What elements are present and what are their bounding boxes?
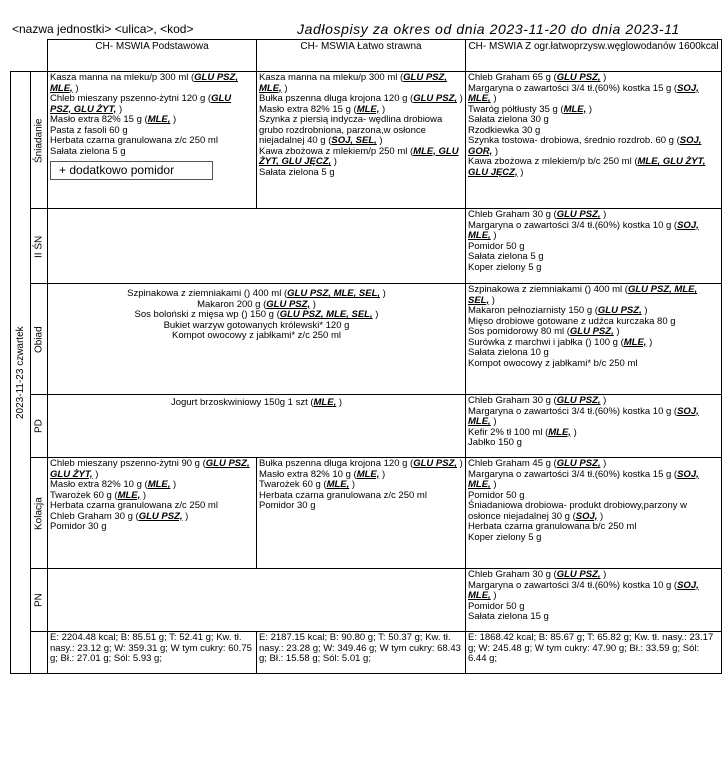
menu-item <box>259 501 463 512</box>
menu-cell-empty <box>48 569 466 632</box>
menu-item-text: Margaryna o zawartości 3/4 tł.(60%) kostka 15 g ( <box>468 82 678 94</box>
allergen-codes: GLU PSZ, <box>413 93 458 104</box>
menu-item-text: Koper zielony 5 g <box>468 261 542 273</box>
menu-item-text: Kawa zbożowa z mlekiem/p b/c 250 ml ( <box>468 156 638 167</box>
menu-item <box>50 73 254 94</box>
allergen-codes: GLU PSZ, MLE, SEL, <box>287 288 381 299</box>
allergen-codes: GLU PSZ, MLE, <box>259 72 447 94</box>
allergen-codes: SOJ, MLE, <box>468 405 699 427</box>
menu-item-text: Masło extra 82% 15 g ( <box>259 103 357 115</box>
menu-item-suffix: ) <box>457 93 463 104</box>
menu-item-text: Surówka z marchwi i jabłka () 100 g ( <box>468 336 624 348</box>
menu-item <box>259 115 463 147</box>
menu-item-text: Herbata czarna granulowana z/c 250 ml <box>259 489 427 501</box>
menu-item-text: Pomidor 50 g <box>468 600 525 612</box>
meal-label-sniadanie: Śniadanie <box>31 72 48 209</box>
menu-item-text: Kasza manna na mleku/p 300 ml ( <box>259 72 404 83</box>
meal-label-pn: PN <box>31 569 48 632</box>
menu-item-text: Koper zielony 5 g <box>468 531 542 543</box>
menu-item-suffix: ) <box>281 82 288 94</box>
menu-item <box>259 147 463 168</box>
meal-label-summary <box>31 632 48 674</box>
menu-item-suffix: ) <box>380 288 386 299</box>
menu-item <box>468 612 719 623</box>
menu-item-text: Sałata zielona 5 g <box>259 166 335 178</box>
menu-item-suffix: ) <box>72 82 79 94</box>
allergen-codes: GLU PSZ, <box>556 458 601 469</box>
menu-cell <box>466 395 722 458</box>
allergen-codes: GLU PSZ, <box>413 458 458 469</box>
corner-cell <box>11 40 31 72</box>
menu-item-suffix: ) <box>641 305 648 316</box>
menu-item-text: Makaron 200 g ( <box>197 298 267 310</box>
menu-item-text: Chleb mieszany pszenno-żytni 90 g ( <box>50 458 206 469</box>
menu-item <box>468 285 719 306</box>
menu-item-suffix: ) <box>597 510 604 522</box>
menu-item-text: Kawa zbożowa z mlekiem/p 250 ml ( <box>259 145 414 157</box>
allergen-codes: MLE, <box>356 103 380 115</box>
column-header-latwo-strawna: CH- MSWIA Łatwo strawna <box>257 40 466 72</box>
allergen-codes: GLU PSZ, GLU ŻYT, <box>50 93 232 115</box>
menu-item-text: Chleb Graham 45 g ( <box>468 458 557 469</box>
menu-item-text: Śniadaniowa drobiowa- produkt drobiowy,parzony w osłonce niejadalnej 30 g ( <box>468 500 687 522</box>
menu-item-text: Masło extra 82% 10 g ( <box>50 479 148 490</box>
menu-item-suffix: ) <box>331 156 337 167</box>
allergen-codes: GLU PSZ, <box>266 298 311 310</box>
menu-item-text: Rzodkiewka 30 g <box>468 124 541 136</box>
menu-cell-empty <box>48 209 466 284</box>
menu-item-suffix: ) <box>600 458 607 469</box>
menu-cell <box>466 209 722 284</box>
allergen-codes: GLU PSZ, MLE, <box>50 72 238 94</box>
menu-cell <box>257 72 466 209</box>
allergen-codes: MLE, <box>313 397 337 408</box>
allergen-codes: MLE, <box>356 468 380 480</box>
menu-item-suffix: ) <box>570 426 577 438</box>
corner-cell <box>31 40 48 72</box>
menu-item-text: Twaróg półtłusty 35 g ( <box>468 103 564 115</box>
menu-item-suffix: ) <box>457 458 463 469</box>
day-label: 2023-11-23 czwartek <box>11 72 31 674</box>
menu-item-text: Sałata zielona 30 g <box>468 114 549 125</box>
allergen-codes: SOJ, MLE, <box>468 579 699 601</box>
meal-label-kolacja: Kolacja <box>31 458 48 569</box>
menu-item-text: Herbata czarna granulowana z/c 250 ml <box>50 135 218 146</box>
allergen-codes: GLU PSZ, <box>569 326 614 337</box>
menu-item-text: Herbata czarna granulowana z/c 250 ml <box>50 500 218 511</box>
nutrition-summary-podstawowa: E: 2204.48 kcal; B: 85.51 g; T: 52.41 g; Kw. tł. nasy.: 23.12 g; W: 359.31 g; W tym cukry: 60.75 g; Bł.: 27.01 g; Sól: 5.93 g; <box>48 632 257 674</box>
menu-item-suffix: ) <box>517 166 524 178</box>
menu-item-text: Kompot owocowy z jabłkami* b/c 250 ml <box>468 357 638 369</box>
menu-item <box>468 581 719 602</box>
menu-item-suffix: ) <box>490 590 497 601</box>
menu-item-text: Twarożek 60 g ( <box>50 489 118 501</box>
menu-item-text: Margaryna o zawartości 3/4 tł.(60%) kostka 15 g ( <box>468 468 678 480</box>
menu-item-text: Bułka pszenna długa krojona 120 g ( <box>259 93 414 104</box>
menu-item <box>259 168 463 179</box>
menu-item <box>468 533 719 544</box>
menu-item-text: Margaryna o zawartości 3/4 tł.(60%) kostka 10 g ( <box>468 579 678 591</box>
menu-item-suffix: ) <box>310 298 316 310</box>
allergen-codes: MLE, <box>326 479 350 490</box>
menu-item-suffix: ) <box>490 479 497 490</box>
menu-item-suffix: ) <box>379 103 386 115</box>
menu-cell <box>48 395 466 458</box>
allergen-codes: GLU PSZ, <box>556 209 601 220</box>
menu-item-text: Sałata zielona 5 g <box>50 145 126 157</box>
menu-item-suffix: ) <box>490 230 497 241</box>
column-header-ograniczona: CH- MSWIA Z ogr.łatwoprzysw.węglowodanów 1600kcal <box>466 40 722 72</box>
menu-item-suffix: ) <box>492 145 499 157</box>
menu-item-text: Szynka tostowa- drobiowa, średnio rozdrob. 60 g ( <box>468 135 680 146</box>
menu-item-text: Chleb Graham 30 g ( <box>468 569 557 580</box>
menu-item-suffix: ) <box>600 569 607 580</box>
menu-item <box>259 73 463 94</box>
allergen-codes: MLE, <box>117 489 141 501</box>
menu-item-text: Chleb mieszany pszenno-żytni 120 g ( <box>50 93 212 104</box>
menu-item <box>468 501 719 522</box>
allergen-codes: MLE, <box>147 114 171 125</box>
allergen-codes: GLU PSZ, <box>597 305 642 316</box>
menu-item-text: Pomidor 30 g <box>259 500 316 511</box>
menu-item <box>50 459 254 480</box>
menu-item-text: Margaryna o zawartości 3/4 tł.(60%) kostka 10 g ( <box>468 405 678 417</box>
nutrition-summary-ograniczona: E: 1868.42 kcal; B: 85.67 g; T: 65.82 g; Kw. tł. nasy.: 23.17 g; W: 245.48 g; W tym cukry: 47.90 g; Bł.: 33.59 g; Sól: 6.44 g; <box>466 632 722 674</box>
menu-item-text: Pomidor 50 g <box>468 489 525 501</box>
menu-item-text: Mięso drobiowe gotowane z udźca kurczaka 80 g <box>468 315 676 327</box>
menu-item-text: Pomidor 50 g <box>468 240 525 252</box>
allergen-codes: MLE, <box>563 103 587 115</box>
menu-item-suffix: ) <box>490 93 497 104</box>
allergen-codes: SOJ, MLE, <box>468 468 699 490</box>
handwritten-note: + dodatkowo pomidor <box>50 161 213 180</box>
menu-item-suffix: ) <box>336 397 343 408</box>
allergen-codes: SOJ, MLE, <box>468 82 699 104</box>
menu-item <box>50 147 254 158</box>
menu-item-suffix: ) <box>489 294 495 306</box>
menu-item-text: Margaryna o zawartości 3/4 tł.(60%) kostka 10 g ( <box>468 219 678 231</box>
menu-item-suffix: ) <box>379 468 386 480</box>
menu-cell <box>48 284 466 395</box>
menu-item <box>468 359 719 370</box>
menu-cell <box>48 458 257 569</box>
menu-item-text: Chleb Graham 30 g ( <box>468 395 557 406</box>
menu-item <box>468 136 719 157</box>
menu-item-suffix: ) <box>586 103 593 115</box>
allergen-codes: GLU PSZ, MLE, SEL, <box>468 284 698 306</box>
meal-label-ii-sn: II ŚN <box>31 209 48 284</box>
menu-item-suffix: ) <box>600 72 607 83</box>
menu-item <box>468 84 719 105</box>
menu-item-text: Kompot owocowy z jabłkami* z/c 250 ml <box>172 330 341 341</box>
allergen-codes: GLU PSZ, GLU ŻYT, <box>50 458 250 480</box>
menu-item <box>468 221 719 242</box>
menu-cell <box>48 72 257 209</box>
allergen-codes: MLE, GLU ŻYT, GLU JĘCZ, <box>468 156 706 178</box>
allergen-codes: GLU PSZ, MLE, SEL, <box>279 309 373 320</box>
menu-cell <box>257 458 466 569</box>
column-header-podstawowa: CH- MSWIA Podstawowa <box>48 40 257 72</box>
unit-header: <nazwa jednostki> <ulica>, <kod> <box>12 22 194 36</box>
menu-item-text: Chleb Graham 30 g ( <box>468 209 557 220</box>
menu-item-text: Sos boloński z mięsa wp () 150 g ( <box>134 309 280 320</box>
menu-item <box>468 263 719 274</box>
menu-item-text: Jabłko 150 g <box>468 437 522 448</box>
menu-table <box>10 39 722 674</box>
menu-item-text: Bułka pszenna długa krojona 120 g ( <box>259 458 414 469</box>
menu-item-text: Sałata zielona 10 g <box>468 347 549 358</box>
menu-item <box>50 522 254 533</box>
menu-item-text: Kefir 2% tł 100 ml ( <box>468 426 549 438</box>
menu-item-text: Szynka z piersią indycza- wędlina drobiowa grubo rozdrobniona, parzona,w osłonce niejadalnej 40 g ( <box>259 114 443 146</box>
allergen-codes: MLE, GLU ŻYT, GLU JĘCZ, <box>259 145 459 167</box>
menu-item-text: Chleb Graham 30 g ( <box>50 510 139 522</box>
menu-item <box>50 398 463 409</box>
menu-item-text: Jogurt brzoskwiniowy 150g 1 szt ( <box>170 397 314 408</box>
menu-item <box>468 407 719 428</box>
allergen-codes: SOJ, MLE, <box>468 219 699 241</box>
menu-item <box>50 94 254 115</box>
menu-item-text: Twarożek 60 g ( <box>259 479 327 490</box>
allergen-codes: GLU PSZ, <box>138 510 183 522</box>
allergen-codes: MLE, <box>548 426 571 438</box>
menu-item-suffix: ) <box>600 209 607 220</box>
menu-item <box>468 438 719 449</box>
menu-item-text: Sałata zielona 5 g <box>468 251 544 262</box>
menu-item-text: Szpinakowa z ziemniakami () 400 ml ( <box>127 288 288 299</box>
meal-label-obiad: Obiad <box>31 284 48 395</box>
menu-cell <box>466 569 722 632</box>
menu-item-suffix: ) <box>116 103 123 115</box>
menu-item-text: Masło extra 82% 15 g ( <box>50 114 148 125</box>
menu-item-suffix: ) <box>92 468 99 480</box>
allergen-codes: SOJ, <box>575 510 598 522</box>
allergen-codes: GLU PSZ, <box>556 395 601 406</box>
allergen-codes: MLE, <box>623 336 647 348</box>
menu-item-text: Sałata zielona 15 g <box>468 611 549 622</box>
menu-item-suffix: ) <box>170 114 177 125</box>
menu-item-text: Herbata czarna granulowana b/c 250 ml <box>468 521 637 532</box>
menu-cell <box>466 284 722 395</box>
allergen-codes: MLE, <box>147 479 171 490</box>
menu-item-suffix: ) <box>349 479 356 490</box>
menu-item-suffix: ) <box>182 510 189 522</box>
menu-item-text: Masło extra 82% 10 g ( <box>259 468 357 480</box>
allergen-codes: GLU PSZ, <box>556 569 601 580</box>
menu-item-text: Szpinakowa z ziemniakami () 400 ml ( <box>468 284 628 295</box>
allergen-codes: SOJ, SEL, <box>331 135 377 146</box>
menu-item-text: Kasza manna na mleku/p 300 ml ( <box>50 72 195 83</box>
menu-item <box>50 331 463 342</box>
nutrition-summary-latwo-strawna: E: 2187.15 kcal; B: 90.80 g; T: 50.37 g; Kw. tł. nasy.: 23.28 g; W: 349.46 g; W tym cukry: 68.43 g; Bł.: 15.58 g; Sól: 5.01 g; <box>257 632 466 674</box>
menu-item-suffix: ) <box>646 336 653 348</box>
menu-item-suffix: ) <box>372 309 379 320</box>
menu-item <box>468 157 719 178</box>
menu-item <box>468 470 719 491</box>
menu-item-text: Chleb Graham 65 g ( <box>468 72 557 83</box>
menu-item-text: Sos pomidorowy 80 ml ( <box>468 326 570 337</box>
menu-item-suffix: ) <box>140 489 147 501</box>
allergen-codes: SOJ, GOR, <box>468 135 702 157</box>
menu-period-title: Jadłospisy za okres od dnia 2023-11-20 do dnia 2023-11 <box>297 21 680 37</box>
meal-label-pd: PD <box>31 395 48 458</box>
menu-item-text: Bukiet warzyw gotowanych królewski* 120 g <box>163 319 350 331</box>
menu-cell <box>466 72 722 209</box>
menu-item-text: Pasta z fasoli 60 g <box>50 124 128 136</box>
menu-item-suffix: ) <box>376 135 383 146</box>
allergen-codes: GLU PSZ, <box>556 72 601 83</box>
menu-item-suffix: ) <box>600 395 607 406</box>
menu-item-text: Makaron pełnoziarnisty 150 g ( <box>468 305 598 316</box>
menu-item-text: Pomidor 30 g <box>50 521 107 532</box>
menu-item-suffix: ) <box>170 479 177 490</box>
menu-item-suffix: ) <box>490 416 497 427</box>
menu-cell <box>466 458 722 569</box>
menu-item-suffix: ) <box>613 326 620 337</box>
